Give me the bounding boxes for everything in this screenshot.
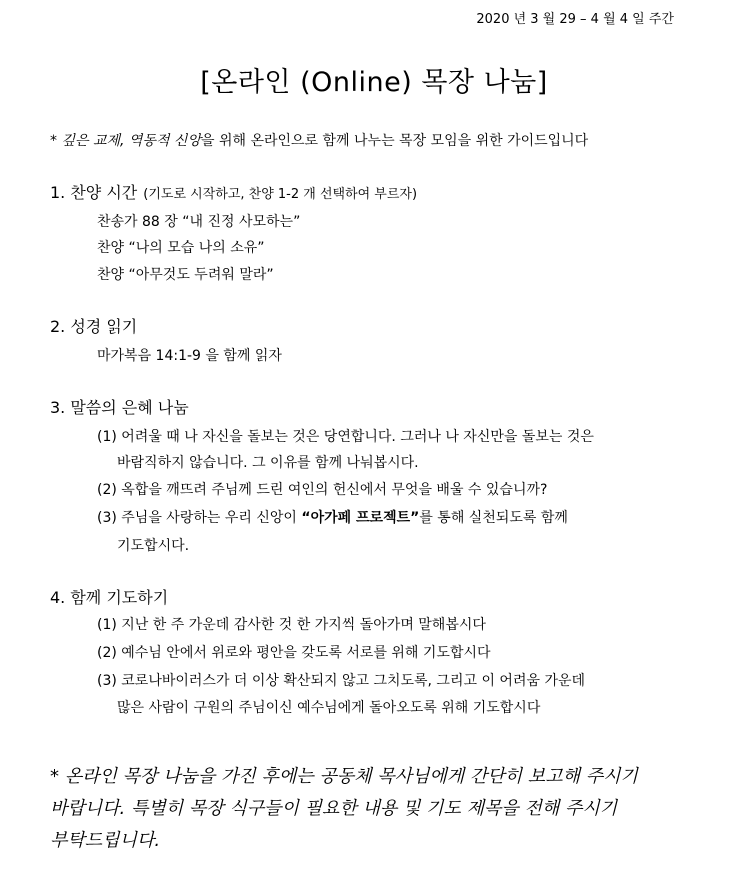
intro-star: * — [50, 133, 62, 149]
footer-line-1: * 온라인 목장 나눔을 가진 후에는 공동체 목사님에게 간단히 보고해 주시기 — [50, 766, 638, 787]
praise-item: 찬양 “아무것도 두려워 말라” — [97, 267, 274, 283]
section-reading-heading: 2. 성경 읽기 — [50, 317, 138, 336]
sharing-question-3 — [97, 507, 568, 527]
prayer-item-1: (1) 지난 한 주 가운데 감사한 것 한 가지씩 돌아가며 말해봅시다 — [97, 617, 486, 633]
page-title: [온라인 (Online) 목장 나눔] — [200, 67, 548, 98]
section-prayer-heading: 4. 함께 기도하기 — [50, 588, 169, 607]
sharing-question-3-cont: 기도합시다. — [117, 538, 190, 554]
prayer-item-3-cont: 많은 사람이 구원의 주님이신 예수님에게 돌아오도록 위해 기도합시다 — [117, 700, 541, 716]
footer-line-3: 부탁드립니다. — [50, 830, 161, 851]
praise-item: 찬양 “나의 모습 나의 소유” — [97, 240, 265, 256]
q3-post: 를 통해 실천되도록 함께 — [419, 510, 568, 526]
intro-rest: 을 위해 온라인으로 함께 나누는 목장 모임을 위한 가이드입니다 — [200, 133, 589, 149]
section-praise-title: 1. 찬양 시간 — [50, 183, 138, 202]
agape-project-label: “아가페 프로젝트” — [301, 510, 420, 526]
prayer-item-2: (2) 예수님 안에서 위로와 평안을 갖도록 서로를 위해 기도합시다 — [97, 645, 491, 661]
intro-line — [50, 130, 588, 150]
prayer-item-3: (3) 코로나바이러스가 더 이상 확산되지 않고 그치도록, 그리고 이 어려움 가운데 — [97, 673, 586, 689]
date-range: 2020 년 3 월 29 – 4 월 4 일 주간 — [476, 12, 674, 27]
sharing-question-2: (2) 옥합을 깨뜨려 주님께 드린 여인의 헌신에서 무엇을 배울 수 있습니까? — [97, 482, 548, 498]
intro-lead: 깊은 교제, 역동적 신앙 — [61, 133, 201, 149]
praise-item: 찬송가 88 장 “내 진정 사모하는” — [97, 214, 301, 230]
reading-item: 마가복음 14:1-9 을 함께 읽자 — [97, 348, 282, 364]
section-praise-note: (기도로 시작하고, 찬양 1-2 개 선택하여 부르자) — [143, 187, 418, 202]
footer-line-2: 바랍니다. 특별히 목장 식구들이 필요한 내용 및 기도 제목을 전해 주시기 — [50, 798, 618, 819]
section-sharing-heading: 3. 말씀의 은혜 나눔 — [50, 398, 189, 417]
sharing-question-1: (1) 어려울 때 나 자신을 돌보는 것은 당연합니다. 그러나 나 자신만을 돌보는 것은 — [97, 429, 594, 445]
q3-pre: (3) 주님을 사랑하는 우리 신앙이 — [97, 510, 302, 526]
section-praise-heading — [50, 180, 417, 203]
sharing-question-1-cont: 바람직하지 않습니다. 그 이유를 함께 나눠봅시다. — [117, 455, 419, 471]
